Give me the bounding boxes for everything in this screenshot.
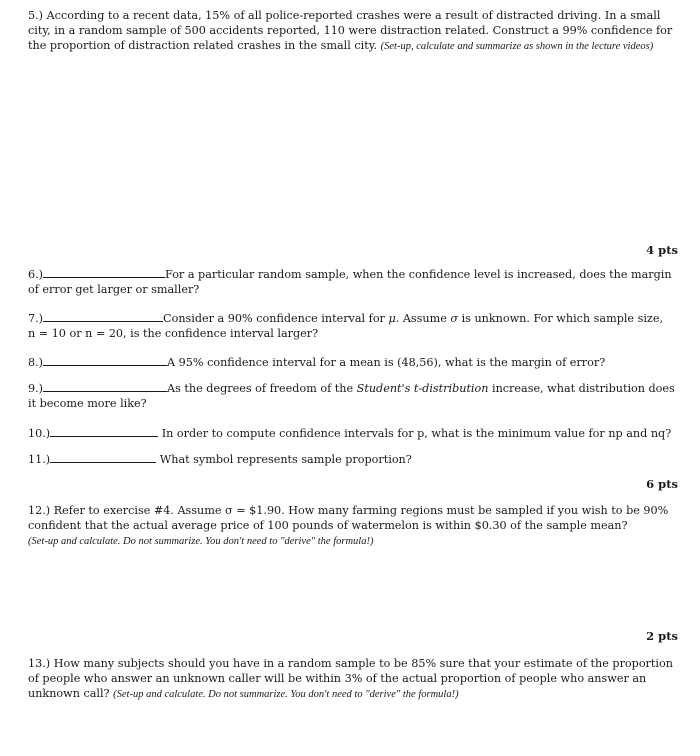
points-label: 4 pts xyxy=(646,243,678,257)
answer-blank[interactable] xyxy=(43,381,167,392)
mu-symbol: μ xyxy=(388,312,396,325)
points-label: 2 pts xyxy=(646,629,678,643)
question-13-text: 13.) How many subjects should you have in a random sample to be 85% sure that your estimate of the proportion of people who answer an unknown caller will be within 3% of the actual proportion of people who answer an unknown call? xyxy=(28,657,673,700)
question-11 xyxy=(28,452,680,467)
question-5 xyxy=(28,8,680,54)
question-7-text-1: Consider a 90% confidence interval for xyxy=(163,312,389,325)
question-9-text-2: increase, what distribution does it become more like? xyxy=(28,382,675,410)
question-11-text: What symbol represents sample proportion? xyxy=(159,453,412,466)
question-number: 7.) xyxy=(28,312,44,325)
question-8 xyxy=(28,355,680,370)
question-7-text-2: . Assume xyxy=(395,312,451,325)
question-13-note: (Set-up and calculate. Do not summarize. You don't need to "derive" the formula!) xyxy=(113,689,459,700)
question-number: 6.) xyxy=(28,268,44,281)
question-7 xyxy=(28,311,680,341)
question-10-text: In order to compute confidence intervals for p, what is the minimum value for np and nq? xyxy=(161,427,672,440)
sigma-symbol: σ xyxy=(450,312,459,325)
answer-blank[interactable] xyxy=(43,267,165,278)
question-13 xyxy=(28,656,680,702)
question-number: 10.) xyxy=(28,427,51,440)
answer-blank[interactable] xyxy=(43,311,163,322)
question-9-text-1: As the degrees of freedom of the xyxy=(167,382,357,395)
question-6-text: For a particular random sample, when the confidence level is increased, does the margin of error get larger or smaller? xyxy=(28,268,672,296)
question-number: 9.) xyxy=(28,382,44,395)
question-12-text: 12.) Refer to exercise #4. Assume σ = $1.90. How many farming regions must be sampled if you wish to be 90% confident that the actual average price of 100 pounds of watermelon is within $0.30 of the sample mean? xyxy=(28,504,669,532)
question-5-note: (Set-up, calculate and summarize as shown in the lecture videos) xyxy=(380,41,654,52)
question-number: 11.) xyxy=(28,453,51,466)
question-8-text: A 95% confidence interval for a mean is (48,56), what is the margin of error? xyxy=(167,356,606,369)
question-5-text: 5.) According to a recent data, 15% of all police-reported crashes were a result of distracted driving. In a small city, in a random sample of 500 accidents reported, 110 were distraction related. Construct a 99% confidence for the proportion of distraction related crashes in the small city. xyxy=(28,9,673,52)
answer-blank[interactable] xyxy=(50,452,156,463)
question-6 xyxy=(28,267,680,297)
question-12 xyxy=(28,503,680,549)
question-7-text-3: is unknown. For which sample size, xyxy=(458,312,664,325)
answer-blank[interactable] xyxy=(43,355,167,366)
question-7-text-4: n = 10 or n = 20, is the confidence interval larger? xyxy=(28,327,319,340)
question-9-italic: Student's t-distribution xyxy=(356,382,489,395)
question-10 xyxy=(28,426,680,441)
question-9 xyxy=(28,381,680,411)
points-label: 6 pts xyxy=(646,477,678,491)
question-12-note: (Set-up and calculate. Do not summarize. You don't need to "derive" the formula!) xyxy=(28,536,374,547)
answer-blank[interactable] xyxy=(50,426,158,437)
question-number: 8.) xyxy=(28,356,44,369)
